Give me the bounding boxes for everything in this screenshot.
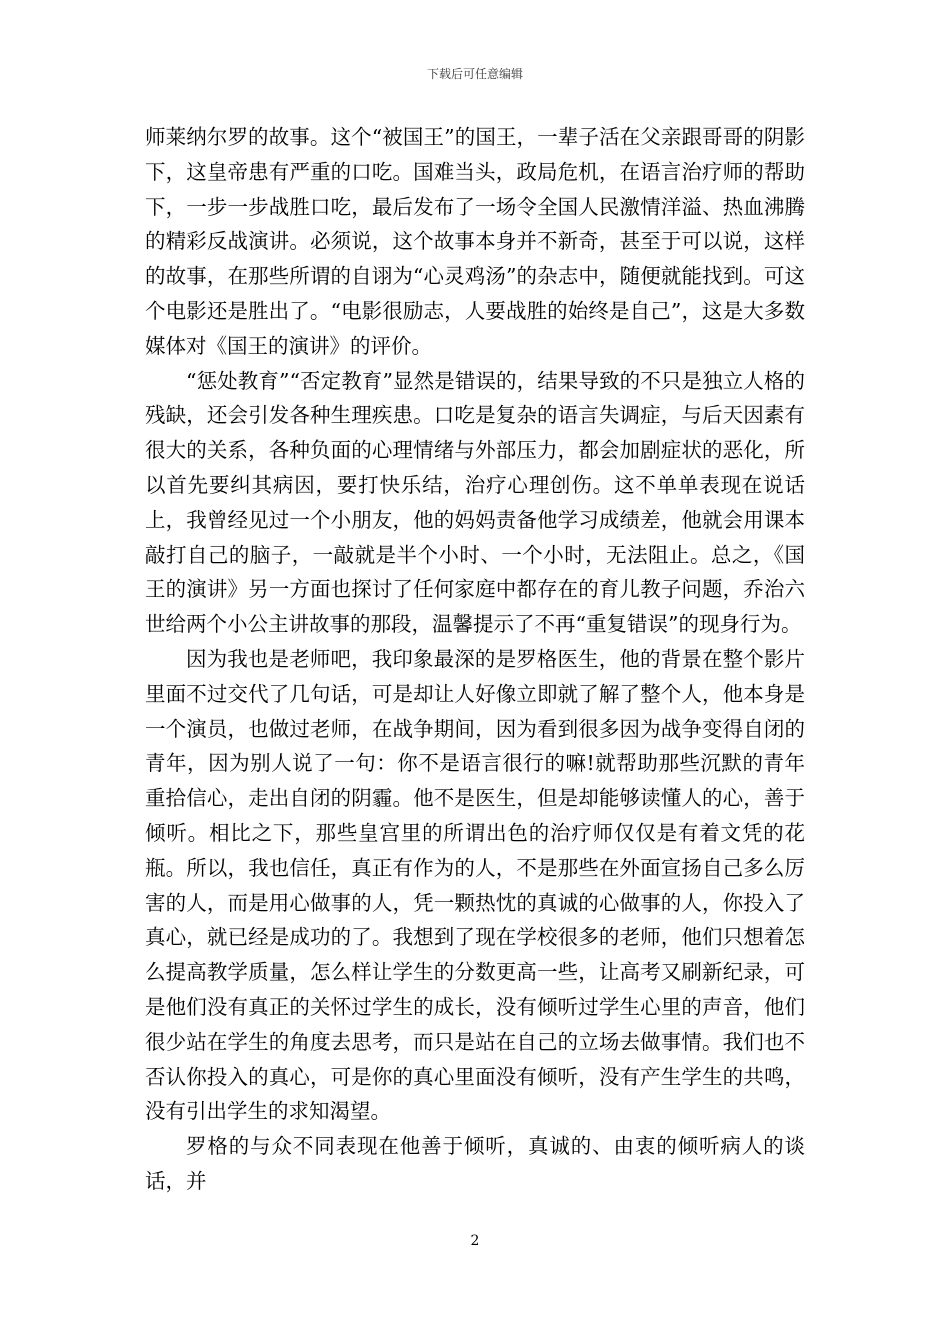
paragraph-3: 因为我也是老师吧，我印象最深的是罗格医生，他的背景在整个影片里面不过交代了几句话，可是却让人好像立即就了解了整个人，他本身是一个演员，也做过老师，在战争期间，因为看到很多因为战争变得自闭的青年，因为别人说了一句：你不是语言很行的嘛!就帮助那些沉默的青年重拾信心，走出自闭的阴霾。他不是医生，但是却能够读懂人的心，善于倾听。相比之下，那些皇宫里的所谓出色的治疗师仅仅是有着文凭的花瓶。所以，我也信任，真正有作为的人，不是那些在外面宣扬自己多么厉害的人，而是用心做事的人，凭一颗热忱的真诚的心做事的人，你投入了真心，就已经是成功的了。我想到了现在学校很多的老师，他们只想着怎么提高教学质量，怎么样让学生的分数更高一些，让高考又刷新纪录，可是他们没有真正的关怀过学生的成长，没有倾听过学生心里的声音，他们很少站在学生的角度去思考，而只是站在自己的立场去做事情。我们也不否认你投入的真心，可是你的真心里面没有倾听，没有产生学生的共鸣，没有引出学生的求知渴望。	[145, 646, 805, 1124]
paragraph-4: 罗格的与众不同表现在他善于倾听，真诚的、由衷的倾听病人的谈话，并	[145, 1134, 805, 1193]
paragraph-2: “惩处教育”“否定教育”显然是错误的，结果导致的不只是独立人格的残缺，还会引发各种生理疾患。口吃是复杂的语言失调症，与后天因素有很大的关系，各种负面的心理情绪与外部压力，都会加剧症状的恶化，所以首先要纠其病因，要打快乐结，治疗心理创伤。这不单单表现在说话上，我曾经见过一个小朋友，他的妈妈责备他学习成绩差，他就会用课本敲打自己的脑子，一敲就是半个小时、一个小时，无法阻止。总之，《国王的演讲》另一方面也探讨了任何家庭中都存在的育儿教子问题，乔治六世给两个小公主讲故事的那段，温馨提示了不再“重复错误”的现身行为。	[145, 368, 805, 637]
page-header: 下载后可任意编辑	[426, 67, 523, 81]
document-body	[145, 120, 805, 1199]
paragraph-1: 师莱纳尔罗的故事。这个“被国王”的国王，一辈子活在父亲跟哥哥的阴影下，这皇帝患有严重的口吃。国难当头，政局危机，在语言治疗师的帮助下，一步一步战胜口吃，最后发布了一场令全国人民激情洋溢、热血沸腾的精彩反战演讲。必须说，这个故事本身并不新奇，甚至于可以说，这样的故事，在那些所谓的自诩为“心灵鸡汤”的杂志中，随便就能找到。可这个电影还是胜出了。“电影很励志，人要战胜的始终是自己”，这是大多数媒体对《国王的演讲》的评价。	[145, 125, 805, 358]
page-number: 2	[470, 1233, 480, 1249]
